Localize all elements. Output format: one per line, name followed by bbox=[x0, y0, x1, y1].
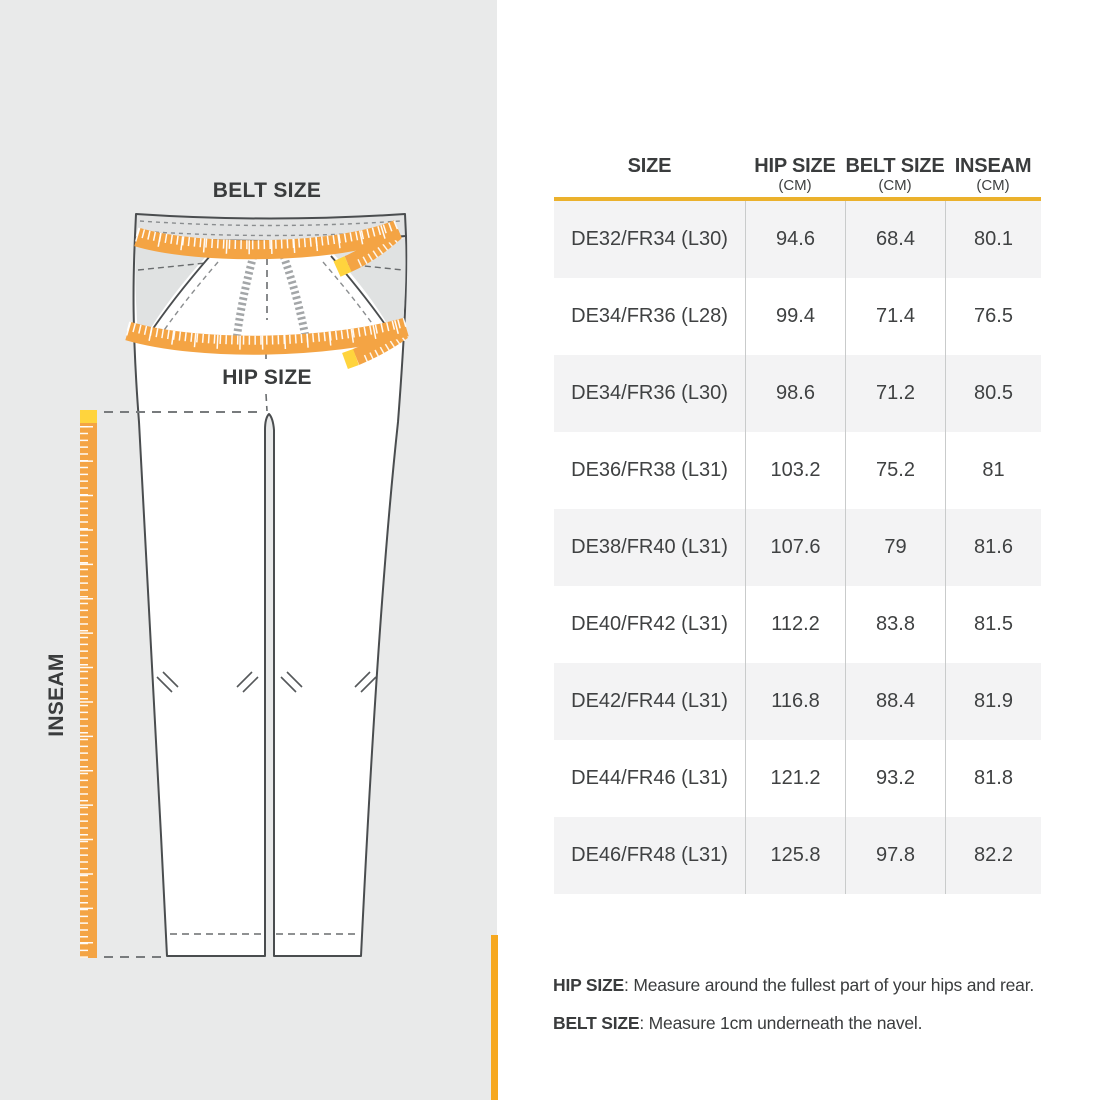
table-cell-belt: 97.8 bbox=[845, 817, 945, 894]
table-cell-hip: 121.2 bbox=[745, 740, 845, 817]
table-cell-hip: 103.2 bbox=[745, 432, 845, 509]
table-cell-belt: 79 bbox=[845, 509, 945, 586]
table-row bbox=[554, 509, 1041, 586]
measurement-notes bbox=[553, 966, 1073, 1042]
table-cell-size: DE42/FR44 (L31) bbox=[571, 690, 728, 712]
size-table bbox=[554, 131, 1041, 894]
table-cell-hip: 116.8 bbox=[745, 663, 845, 740]
table-cell-size: DE46/FR48 (L31) bbox=[571, 844, 728, 866]
table-cell-belt: 83.8 bbox=[845, 586, 945, 663]
table-cell-size: DE40/FR42 (L31) bbox=[571, 613, 728, 635]
header-belt-size: BELT SIZE (CM) bbox=[845, 155, 945, 194]
table-row bbox=[554, 201, 1041, 278]
accent-bar bbox=[491, 935, 498, 1100]
table-cell-belt: 71.4 bbox=[845, 278, 945, 355]
table-cell-hip: 94.6 bbox=[745, 201, 845, 278]
table-cell-belt: 88.4 bbox=[845, 663, 945, 740]
table-cell-size: DE34/FR36 (L30) bbox=[571, 382, 728, 404]
table-row bbox=[554, 740, 1041, 817]
table-cell-size: DE36/FR38 (L31) bbox=[571, 459, 728, 481]
table-cell-belt: 71.2 bbox=[845, 355, 945, 432]
table-cell-inseam: 81 bbox=[945, 432, 1041, 509]
table-cell-size: DE34/FR36 (L28) bbox=[571, 305, 728, 327]
header-inseam: INSEAM (CM) bbox=[954, 155, 1032, 194]
inseam-tape bbox=[80, 410, 97, 958]
inseam-label: INSEAM bbox=[45, 653, 68, 737]
table-cell-hip: 99.4 bbox=[745, 278, 845, 355]
table-row bbox=[554, 663, 1041, 740]
table-row bbox=[554, 817, 1041, 894]
table-cell-inseam: 80.1 bbox=[945, 201, 1041, 278]
table-cell-inseam: 81.9 bbox=[945, 663, 1041, 740]
table-cell-inseam: 81.5 bbox=[945, 586, 1041, 663]
table-cell-hip: 125.8 bbox=[745, 817, 845, 894]
diagram-panel bbox=[0, 0, 497, 1100]
hip-size-label: HIP SIZE bbox=[222, 366, 312, 389]
table-cell-size: DE38/FR40 (L31) bbox=[571, 536, 728, 558]
table-header bbox=[554, 131, 1041, 197]
table-cell-size: DE32/FR34 (L30) bbox=[571, 228, 728, 250]
belt-size-label: BELT SIZE bbox=[212, 179, 322, 202]
table-cell-inseam: 80.5 bbox=[945, 355, 1041, 432]
table-cell-hip: 98.6 bbox=[745, 355, 845, 432]
header-size: SIZE bbox=[627, 155, 672, 177]
table-row bbox=[554, 355, 1041, 432]
table-row bbox=[554, 432, 1041, 509]
table-cell-inseam: 81.8 bbox=[945, 740, 1041, 817]
table-cell-hip: 107.6 bbox=[745, 509, 845, 586]
table-row bbox=[554, 586, 1041, 663]
header-hip-size: HIP SIZE (CM) bbox=[754, 155, 836, 194]
table-cell-hip: 112.2 bbox=[745, 586, 845, 663]
table-cell-size: DE44/FR46 (L31) bbox=[571, 767, 728, 789]
table-cell-inseam: 82.2 bbox=[945, 817, 1041, 894]
table-cell-belt: 75.2 bbox=[845, 432, 945, 509]
table-cell-inseam: 81.6 bbox=[945, 509, 1041, 586]
table-cell-inseam: 76.5 bbox=[945, 278, 1041, 355]
hip-size-note: HIP SIZE: Measure around the fullest part of your hips and rear. bbox=[553, 975, 1035, 995]
table-row bbox=[554, 278, 1041, 355]
table-body bbox=[554, 201, 1041, 894]
table-cell-belt: 93.2 bbox=[845, 740, 945, 817]
pants-diagram bbox=[0, 0, 497, 1100]
belt-size-note: BELT SIZE: Measure 1cm underneath the navel. bbox=[553, 1013, 923, 1033]
table-cell-belt: 68.4 bbox=[845, 201, 945, 278]
